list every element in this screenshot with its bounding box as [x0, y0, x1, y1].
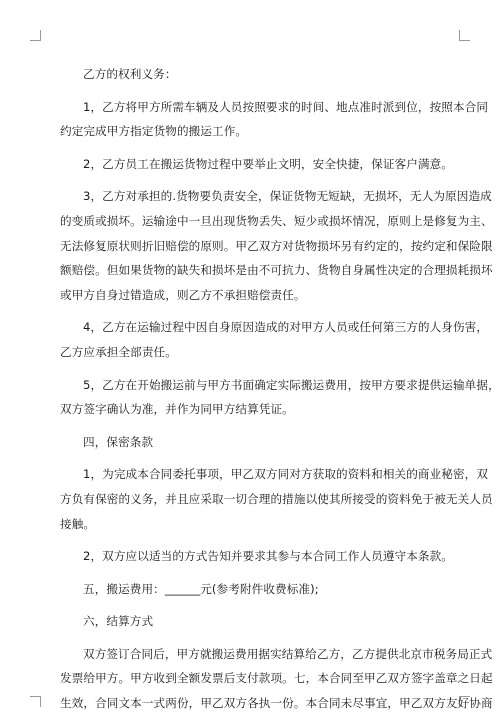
- text-line: 额赔偿。但如果货物的缺失和损坏是由不可抗力、货物自身属性决定的合理损耗损坏: [60, 263, 493, 278]
- text-line: 5，乙方在开始搬运前与甲方书面确定实际搬运费用，按甲方要求提供运输单据，: [83, 377, 500, 392]
- text-line: 的变质或损坏。运输途中一旦出现货物丢失、短少或损坏情况，原则上是修复为主、: [60, 213, 493, 228]
- text-line: 约定完成甲方指定货物的搬运工作。: [60, 124, 248, 139]
- text-line: 3，乙方对承担的.货物要负责安全，保证货物无短缺，无损坏，无人为原因造成: [83, 189, 492, 204]
- crop-mark-top-left: [30, 30, 41, 41]
- text-line: 无法修复原状则折旧赔偿的原则。甲乙双方对货物损坏另有约定的，按约定和保险限: [60, 238, 493, 253]
- text-line: 1，为完成本合同委托事项，甲乙双方同对方获取的资料和相关的商业秘密，双: [83, 467, 489, 482]
- document-body: [60, 62, 500, 716]
- paragraph-settlement: [60, 642, 493, 716]
- text-line: 双方签字确认为准，并作为同甲方结算凭证。: [60, 402, 294, 417]
- text-line: 4，乙方在运输过程中因自身原因造成的对甲方人员或任何第三方的人身伤害，: [83, 320, 489, 335]
- section-heading-confidentiality: 四，保密条款: [83, 434, 154, 449]
- paragraph-clause-5: [60, 373, 500, 422]
- text-line: 1，乙方将甲方所需车辆及人员按照要求的时间、地点准时派到位，按照本合同: [83, 99, 489, 114]
- text-line: 发票给甲方。甲方收到全额发票后支付款项。七，本合同至甲乙双方签字盖章之日起: [60, 671, 493, 686]
- text-line: 双方签订合同后，甲方就搬运费用据实结算给乙方，乙方提供北京市税务局正式: [83, 646, 493, 661]
- text-line: 接触。: [60, 516, 96, 531]
- section-heading-rights: 乙方的权利义务：: [83, 67, 177, 81]
- text-line: 2，乙方员工在搬运货物过程中要举止文明，安全快捷，保证客户满意。: [83, 156, 453, 171]
- paragraph-confidentiality-2: [60, 544, 453, 569]
- text-line: 生效，合同文本一式两份，甲乙双方各执一份。本合同未尽事宜，甲乙双方友好协商: [60, 696, 493, 711]
- text-line: 或甲方自身过错造成，则乙方不承担赔偿责任。: [60, 287, 306, 302]
- paragraph-clause-3: [60, 184, 493, 307]
- text-line: 方负有保密的义务，并且应采取一切合理的措施以使其所接受的资料免于被无关人员: [60, 491, 493, 506]
- crop-mark-bottom-left: [30, 696, 41, 707]
- paragraph-confidentiality-1: [60, 462, 493, 536]
- section-heading-fee: 五，搬运费用：______元(参考附件收费标准);: [83, 581, 319, 596]
- text-line: 乙方应承担全部责任。: [60, 344, 177, 359]
- section-heading-settlement: 六，结算方式: [83, 614, 154, 629]
- paragraph-clause-1: [60, 95, 489, 144]
- text-line: 2，双方应以适当的方式告知并要求其参与本合同工作人员遵守本条款。: [83, 549, 453, 564]
- paragraph-clause-4: [60, 315, 489, 364]
- paragraph-clause-2: [60, 152, 453, 177]
- crop-mark-top-right: [459, 30, 470, 41]
